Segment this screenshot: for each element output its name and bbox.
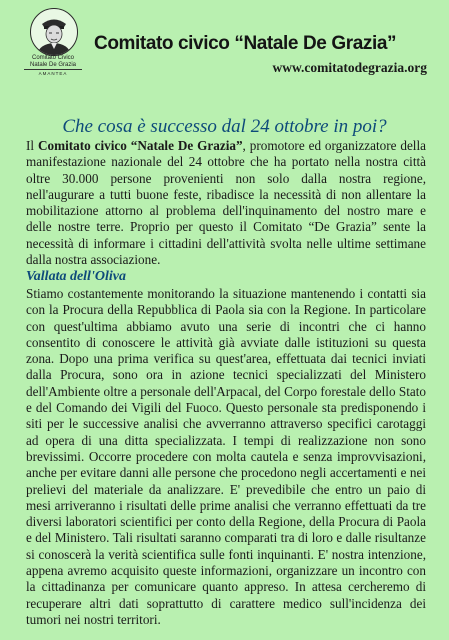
portrait-icon	[31, 9, 77, 55]
intro-org-name: Comitato civico “Natale De Grazia”	[37, 138, 243, 153]
logo-caption-line1: Comitato Civico	[31, 55, 74, 61]
organization-title: Comitato civico “Natale De Grazia”	[94, 33, 397, 54]
portrait-emblem-icon	[30, 8, 78, 56]
section-heading: Vallata dell'Oliva	[26, 269, 126, 284]
intro-lead: Il	[26, 138, 38, 153]
intro-text: , promotore ed organizzatore della manifestazione nazionale del 24 ottobre che ha portato nella nostra città oltre 30.000 persone provenienti non solo dalla nostra regione, nell'augurare a tutti buone feste, ribadisce la necessità di non allentare la mobilitazione attorno al problema dell'inquinamento del nostro mare e delle nostre terre. Proprio per questo il Comitato “De Grazia” sente la necessità di informare i cittadini dell'attività svolta nelle ultime settimane dalla nostra associazione.	[26, 138, 426, 268]
intro-paragraph	[26, 138, 426, 268]
section-text: Stiamo costantemente monitorando la situazione mantenendo i contatti sia con la Procura della Repubblica di Paola sia con la Regione. In particolare con quest'ultima abbiamo avuto una serie di incontri che ci hanno consentito di conoscere le attività già avviate dalle istituzioni su questa zona. Dopo una prima verifica su quest'area, effettuata dai tecnici inviati dalla Procura, sono ora in azione tecnici specializzati del Ministero dell'Ambiente oltre a personale dell'Arpacal, del Corpo forestale dello Stato e del Comando dei Vigili del Fuoco. Questo personale sta predisponendo i siti per le successive analisi che avverranno attraverso specifici carotaggi ad opera di una ditta specializzata. I tempi di realizzazione non sono brevissimi. Occorre procedere con molta cautela e senza improvvisazioni, anche per evitare danni alle persone che procedono negli accertamenti e nei prelievi del materiale da analizzare. E' prevedibile che entro un paio di mesi arriveranno i risultati delle prime analisi che verranno effettuati da tre diversi laboratori scientifici per conto della Regione, della Procura di Paola e del Ministero. Tali risultati saranno comparati tra di loro e dalle risultanze si conoscerà la verità scientifica sulle fonti inquinanti. E' nostra intenzione, appena avremo acquisito queste informazioni, organizzare un incontro con la cittadinanza per comunicare quanto appreso. In attesa cercheremo di recuperare altri dati soprattutto di carattere medico sull'incidenza dei tumori nei nostri territori.	[26, 286, 426, 627]
committee-logo	[24, 8, 82, 80]
organization-website: www.comitatodegrazia.org	[272, 60, 427, 75]
logo-caption-line3: AMANTEA	[24, 69, 82, 78]
section-paragraph	[26, 286, 426, 628]
logo-caption	[24, 55, 82, 78]
logo-caption-line2: Natale De Grazia	[29, 61, 77, 68]
page-headline: Che cosa è successo dal 24 ottobre in poi?	[62, 116, 387, 137]
